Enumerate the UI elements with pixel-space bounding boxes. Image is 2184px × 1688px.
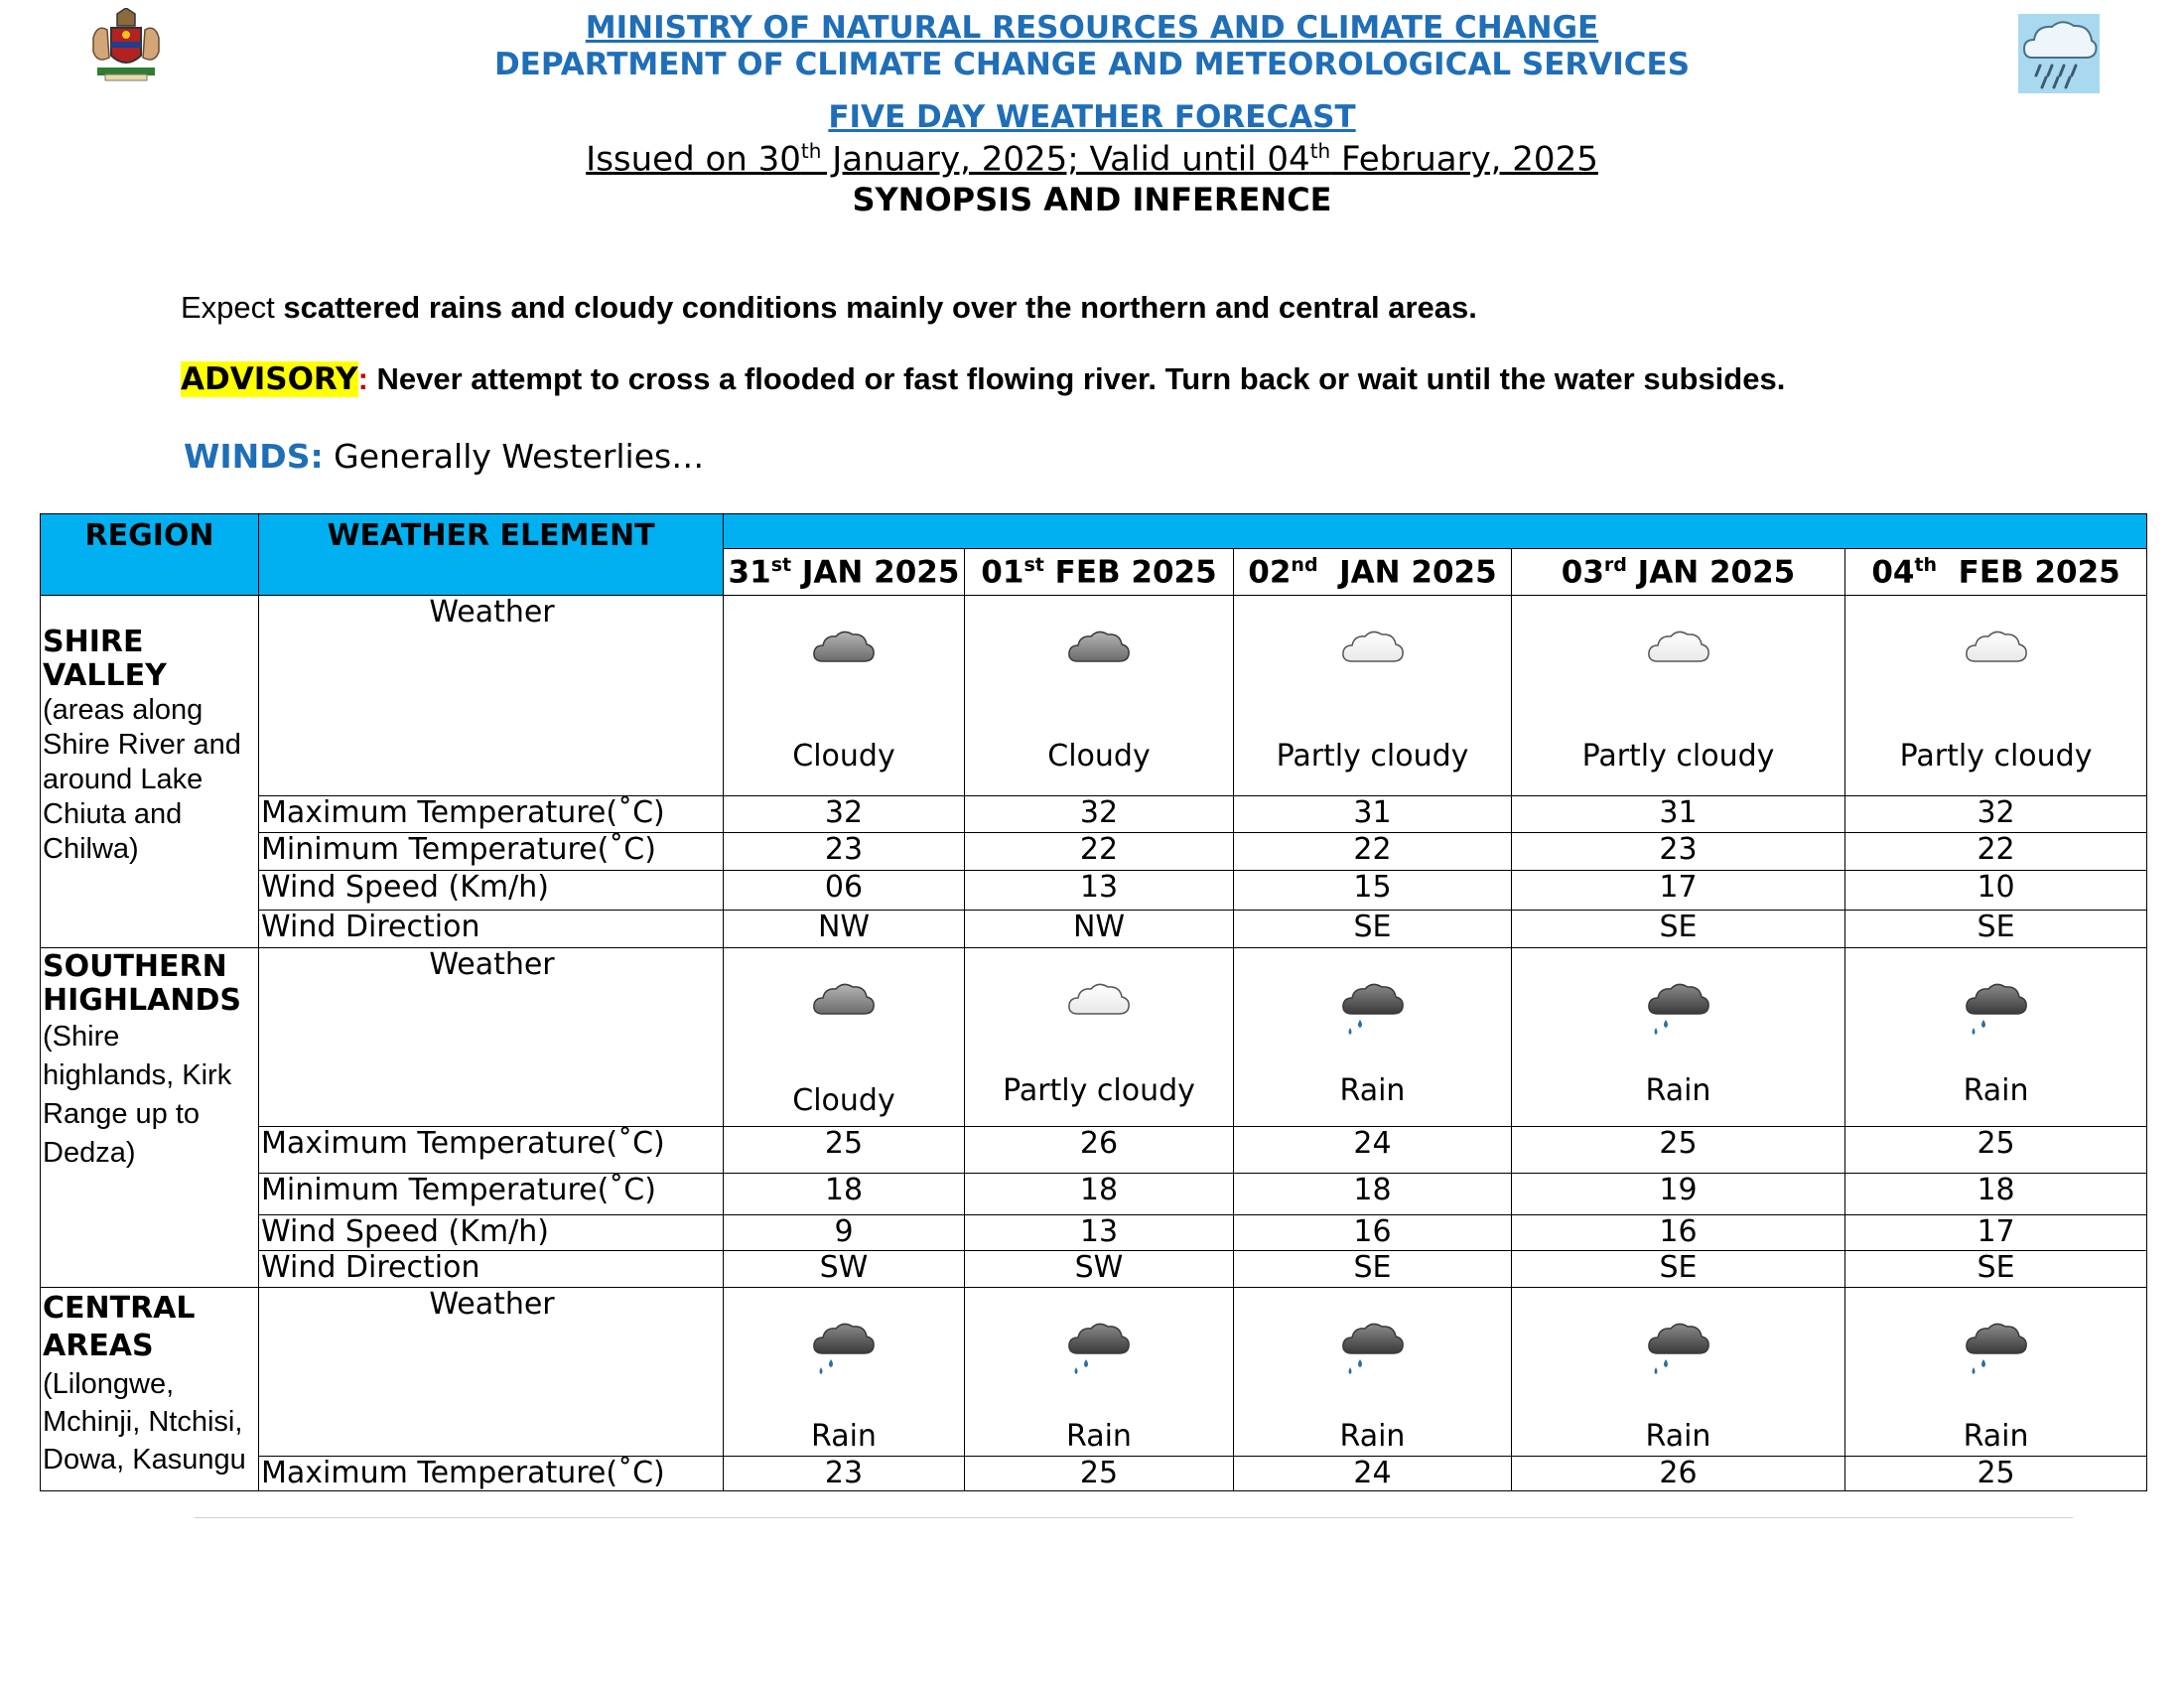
weather-label: Rain [1645, 1073, 1711, 1108]
rain-icon [1962, 978, 2031, 1038]
rain-icon [1338, 978, 1408, 1038]
weather-label: Partly cloudy [1581, 739, 1775, 774]
weather-cell [965, 948, 1234, 1127]
weather-label: Rain [1339, 1419, 1406, 1454]
table-row [41, 1215, 2147, 1251]
region-cell-shire-valley [41, 596, 259, 948]
value-cell: SE [1845, 911, 2147, 948]
synopsis-heading: SYNOPSIS AND INFERENCE [852, 181, 1332, 218]
rain-icon [1644, 978, 1713, 1038]
value-cell: 25 [1845, 1457, 2147, 1491]
weather-cell [1845, 596, 2147, 796]
weather-label: Rain [1963, 1073, 2029, 1108]
weather-label: Rain [1339, 1073, 1406, 1108]
weather-cell [724, 948, 965, 1127]
weather-label: Rain [1645, 1419, 1711, 1454]
value-cell: 31 [1234, 796, 1512, 833]
element-max-temp: Maximum Temperature(˚C) [259, 796, 724, 833]
element-header: WEATHER ELEMENT [259, 514, 724, 596]
element-weather: Weather [259, 948, 724, 1127]
value-cell: 18 [1234, 1174, 1512, 1215]
weather-cell [1234, 1288, 1512, 1457]
value-cell: 25 [965, 1457, 1234, 1491]
advisory-colon: : [357, 361, 368, 396]
advisory-text: Never attempt to cross a flooded or fast flowing river. Turn back or wait until the water subsides. [367, 361, 1786, 396]
value-cell: 16 [1512, 1215, 1845, 1251]
table-row [41, 948, 2147, 1127]
weather-cell [1845, 948, 2147, 1127]
value-cell: SE [1512, 1251, 1845, 1288]
weather-cell [724, 596, 965, 796]
issued-mid: January, 2025; Valid until 04 [821, 139, 1310, 180]
value-cell: 13 [965, 1215, 1234, 1251]
value-cell: 23 [724, 833, 965, 871]
value-cell: 26 [1512, 1457, 1845, 1491]
rain-icon [1644, 1318, 1713, 1377]
value-cell: 17 [1512, 871, 1845, 911]
issued-sup2: th [1309, 139, 1331, 163]
value-cell: SW [965, 1251, 1234, 1288]
value-cell: 25 [1512, 1127, 1845, 1174]
region-header: REGION [41, 514, 259, 596]
element-wind-speed: Wind Speed (Km/h) [259, 871, 724, 911]
region-cell-central-areas [41, 1288, 259, 1491]
value-cell: 22 [965, 833, 1234, 871]
cloudy-icon [1064, 626, 1134, 669]
dates-header-band [724, 514, 2147, 549]
value-cell: 15 [1234, 871, 1512, 911]
footer-divider [195, 1517, 2073, 1518]
weather-label: Rain [1963, 1419, 2029, 1454]
cloudy-icon [809, 978, 879, 1022]
table-row [41, 1174, 2147, 1215]
region-name: SOUTHERN HIGHLANDS [43, 949, 241, 1018]
date-header: 01st FEB 2025 [965, 549, 1234, 596]
table-row [41, 871, 2147, 911]
advisory-paragraph [181, 361, 1785, 397]
value-cell: 32 [724, 796, 965, 833]
weather-cell [1512, 1288, 1845, 1457]
value-cell: SE [1845, 1251, 2147, 1288]
issued-suffix: February, 2025 [1330, 139, 1598, 180]
weather-cell [724, 1288, 965, 1457]
weather-label: Rain [1066, 1419, 1132, 1454]
partly-cloudy-icon [1064, 978, 1134, 1022]
value-cell: 18 [1845, 1174, 2147, 1215]
value-cell: 31 [1512, 796, 1845, 833]
value-cell: 10 [1845, 871, 2147, 911]
value-cell: SE [1512, 911, 1845, 948]
weather-label: Partly cloudy [1003, 1073, 1195, 1108]
value-cell: 23 [724, 1457, 965, 1491]
element-wind-direction: Wind Direction [259, 911, 724, 948]
rain-icon [1064, 1318, 1134, 1377]
expect-bold: scattered rains and cloudy conditions mainly over the northern and central areas. [283, 290, 1477, 325]
rain-icon [1962, 1318, 2031, 1377]
weather-cell [965, 1288, 1234, 1457]
value-cell: 32 [1845, 796, 2147, 833]
value-cell: 25 [724, 1127, 965, 1174]
region-description: (Shire highlands, Kirk Range up to Dedza) [43, 1021, 232, 1169]
weather-label: Rain [811, 1419, 877, 1454]
table-row [41, 911, 2147, 948]
element-min-temp: Minimum Temperature(˚C) [259, 833, 724, 871]
element-weather: Weather [259, 596, 724, 796]
value-cell: SW [724, 1251, 965, 1288]
value-cell: 16 [1234, 1215, 1512, 1251]
region-cell-southern-highlands [41, 948, 259, 1288]
weather-label: Cloudy [792, 739, 895, 774]
region-name: CENTRAL AREAS [43, 1291, 196, 1363]
table-row [41, 1251, 2147, 1288]
partly-cloudy-icon [1338, 626, 1408, 669]
weather-cell [1512, 948, 1845, 1127]
date-header: 03rd JAN 2025 [1512, 549, 1845, 596]
element-max-temp: Maximum Temperature(˚C) [259, 1457, 724, 1491]
date-header: 04th FEB 2025 [1845, 549, 2147, 596]
table-row [41, 1457, 2147, 1491]
table-row [41, 1127, 2147, 1174]
element-min-temp: Minimum Temperature(˚C) [259, 1174, 724, 1215]
forecast-table [40, 513, 2147, 1491]
forecast-title: FIVE DAY WEATHER FORECAST [828, 99, 1356, 135]
weather-label: Partly cloudy [1276, 739, 1469, 774]
value-cell: 19 [1512, 1174, 1845, 1215]
value-cell: SE [1234, 1251, 1512, 1288]
element-wind-direction: Wind Direction [259, 1251, 724, 1288]
value-cell: 22 [1845, 833, 2147, 871]
value-cell: 9 [724, 1215, 965, 1251]
value-cell: 18 [724, 1174, 965, 1215]
region-description: (Lilongwe, Mchinji, Ntchisi, Dowa, Kasungu [43, 1368, 246, 1476]
winds-text: Generally Westerlies… [323, 437, 705, 476]
ministry-title: MINISTRY OF NATURAL RESOURCES AND CLIMATE CHANGE [585, 10, 1599, 46]
weather-label: Cloudy [1047, 739, 1151, 774]
value-cell: SE [1234, 911, 1512, 948]
cloudy-icon [809, 626, 879, 669]
weather-label: Cloudy [792, 1083, 895, 1118]
value-cell: 18 [965, 1174, 1234, 1215]
partly-cloudy-icon [1644, 626, 1713, 669]
weather-cell [1234, 596, 1512, 796]
table-row [41, 833, 2147, 871]
weather-cell [1512, 596, 1845, 796]
date-header: 02nd JAN 2025 [1234, 549, 1512, 596]
table-row [41, 596, 2147, 796]
value-cell: NW [724, 911, 965, 948]
advisory-label: ADVISORY [181, 361, 358, 397]
issued-prefix: Issued on 30 [586, 139, 801, 180]
weather-label: Partly cloudy [1899, 739, 2093, 774]
value-cell: 23 [1512, 833, 1845, 871]
region-name: SHIRE VALLEY [43, 625, 167, 693]
table-row [41, 1288, 2147, 1457]
issue-validity-line [0, 139, 2184, 179]
value-cell: 06 [724, 871, 965, 911]
issued-sup1: th [800, 139, 822, 163]
expect-paragraph [181, 290, 1477, 326]
department-title: DEPARTMENT OF CLIMATE CHANGE AND METEOROLOGICAL SERVICES [493, 47, 1691, 82]
value-cell: 22 [1234, 833, 1512, 871]
value-cell: 24 [1234, 1127, 1512, 1174]
table-row [41, 796, 2147, 833]
table-header-row [41, 514, 2147, 549]
value-cell: 32 [965, 796, 1234, 833]
element-wind-speed: Wind Speed (Km/h) [259, 1215, 724, 1251]
value-cell: 17 [1845, 1215, 2147, 1251]
weather-cell [965, 596, 1234, 796]
value-cell: 25 [1845, 1127, 2147, 1174]
rain-icon [809, 1318, 879, 1377]
date-header: 31st JAN 2025 [724, 549, 965, 596]
winds-label: WINDS: [184, 437, 324, 476]
value-cell: NW [965, 911, 1234, 948]
element-weather: Weather [259, 1288, 724, 1457]
partly-cloudy-icon [1962, 626, 2031, 669]
value-cell: 13 [965, 871, 1234, 911]
region-description: (areas along Shire River and around Lake Chiuta and Chilwa) [43, 694, 241, 865]
element-max-temp: Maximum Temperature(˚C) [259, 1127, 724, 1174]
weather-cell [1234, 948, 1512, 1127]
weather-cell [1845, 1288, 2147, 1457]
value-cell: 26 [965, 1127, 1234, 1174]
rain-icon [1338, 1318, 1408, 1377]
expect-plain: Expect [181, 290, 284, 325]
winds-paragraph [184, 437, 704, 476]
value-cell: 24 [1234, 1457, 1512, 1491]
